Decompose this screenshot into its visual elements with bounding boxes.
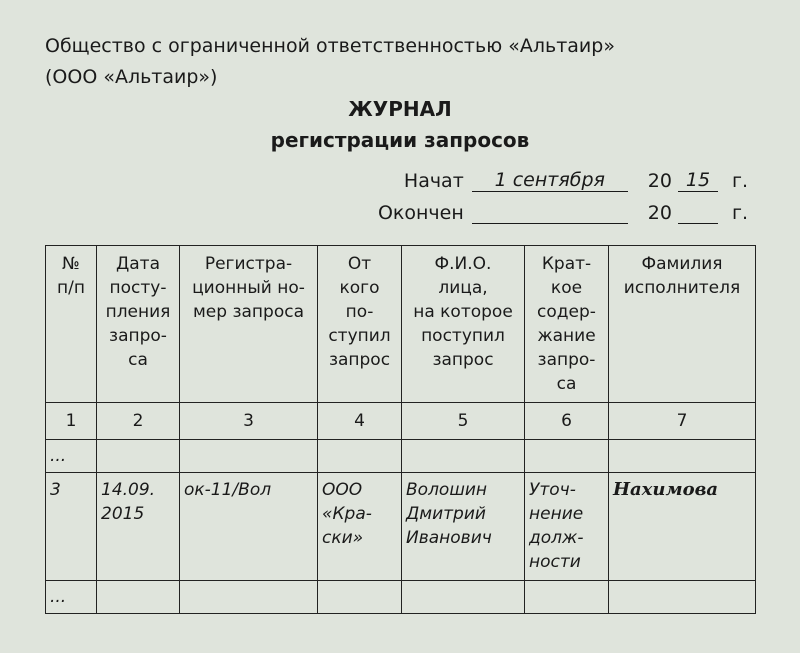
column-number: 2 bbox=[97, 403, 180, 440]
end-century: 20 bbox=[647, 202, 672, 224]
column-number: 1 bbox=[46, 403, 97, 440]
empty-cell bbox=[525, 440, 609, 473]
empty-cell bbox=[318, 581, 402, 614]
header-cell-person: Ф.И.О. лица, на которое поступил запрос bbox=[402, 246, 525, 403]
start-year-field: 15 bbox=[678, 169, 718, 192]
entry-executor: Нахимова bbox=[609, 473, 756, 581]
ellipsis-row bbox=[46, 581, 756, 614]
empty-cell bbox=[525, 581, 609, 614]
end-label: Окончен bbox=[377, 202, 464, 224]
end-day-field bbox=[472, 201, 628, 224]
end-year-field bbox=[678, 201, 718, 224]
header-cell-number: № п/п bbox=[46, 246, 97, 403]
start-century: 20 bbox=[647, 170, 672, 192]
entry-person: Волошин Дмитрий Иванович bbox=[402, 473, 525, 581]
column-number: 7 bbox=[609, 403, 756, 440]
entry-reg-number: ок-11/Вол bbox=[180, 473, 318, 581]
empty-cell bbox=[609, 581, 756, 614]
entry-date: 14.09. 2015 bbox=[97, 473, 180, 581]
column-number: 3 bbox=[180, 403, 318, 440]
column-number: 5 bbox=[402, 403, 525, 440]
end-date-line bbox=[378, 201, 748, 224]
document-title: ЖУРНАЛ bbox=[348, 97, 452, 121]
document-subtitle: регистрации запросов bbox=[270, 128, 530, 152]
empty-cell bbox=[609, 440, 756, 473]
empty-cell bbox=[402, 581, 525, 614]
column-number-row bbox=[46, 403, 756, 440]
end-year-suffix: г. bbox=[731, 202, 748, 224]
journal-table bbox=[45, 245, 756, 614]
table-row bbox=[46, 473, 756, 581]
start-date-line bbox=[404, 169, 748, 192]
empty-cell bbox=[318, 440, 402, 473]
organization-name: Общество с ограниченной ответственностью «Альтаир» bbox=[45, 35, 615, 57]
empty-cell bbox=[97, 581, 180, 614]
ellipsis-cell: ... bbox=[46, 581, 97, 614]
empty-cell bbox=[97, 440, 180, 473]
empty-cell bbox=[402, 440, 525, 473]
header-row bbox=[46, 246, 756, 403]
header-cell-reg-number: Регистра- ционный но- мер запроса bbox=[180, 246, 318, 403]
column-number: 4 bbox=[318, 403, 402, 440]
ellipsis-row bbox=[46, 440, 756, 473]
start-label: Начат bbox=[403, 170, 464, 192]
entry-summary: Уточ- нение долж- ности bbox=[525, 473, 609, 581]
empty-cell bbox=[180, 440, 318, 473]
ellipsis-cell: ... bbox=[46, 440, 97, 473]
header-cell-date: Дата посту- пления запро- са bbox=[97, 246, 180, 403]
start-year-suffix: г. bbox=[731, 170, 748, 192]
header-cell-from: От кого по- ступил запрос bbox=[318, 246, 402, 403]
entry-from: ООО «Кра- ски» bbox=[318, 473, 402, 581]
column-number: 6 bbox=[525, 403, 609, 440]
header-cell-summary: Крат- кое содер- жание запро- са bbox=[525, 246, 609, 403]
organization-short-name: (ООО «Альтаир») bbox=[45, 66, 218, 88]
header-cell-executor: Фамилия исполнителя bbox=[609, 246, 756, 403]
empty-cell bbox=[180, 581, 318, 614]
start-day-field: 1 сентября bbox=[472, 169, 628, 192]
entry-number: 3 bbox=[46, 473, 97, 581]
